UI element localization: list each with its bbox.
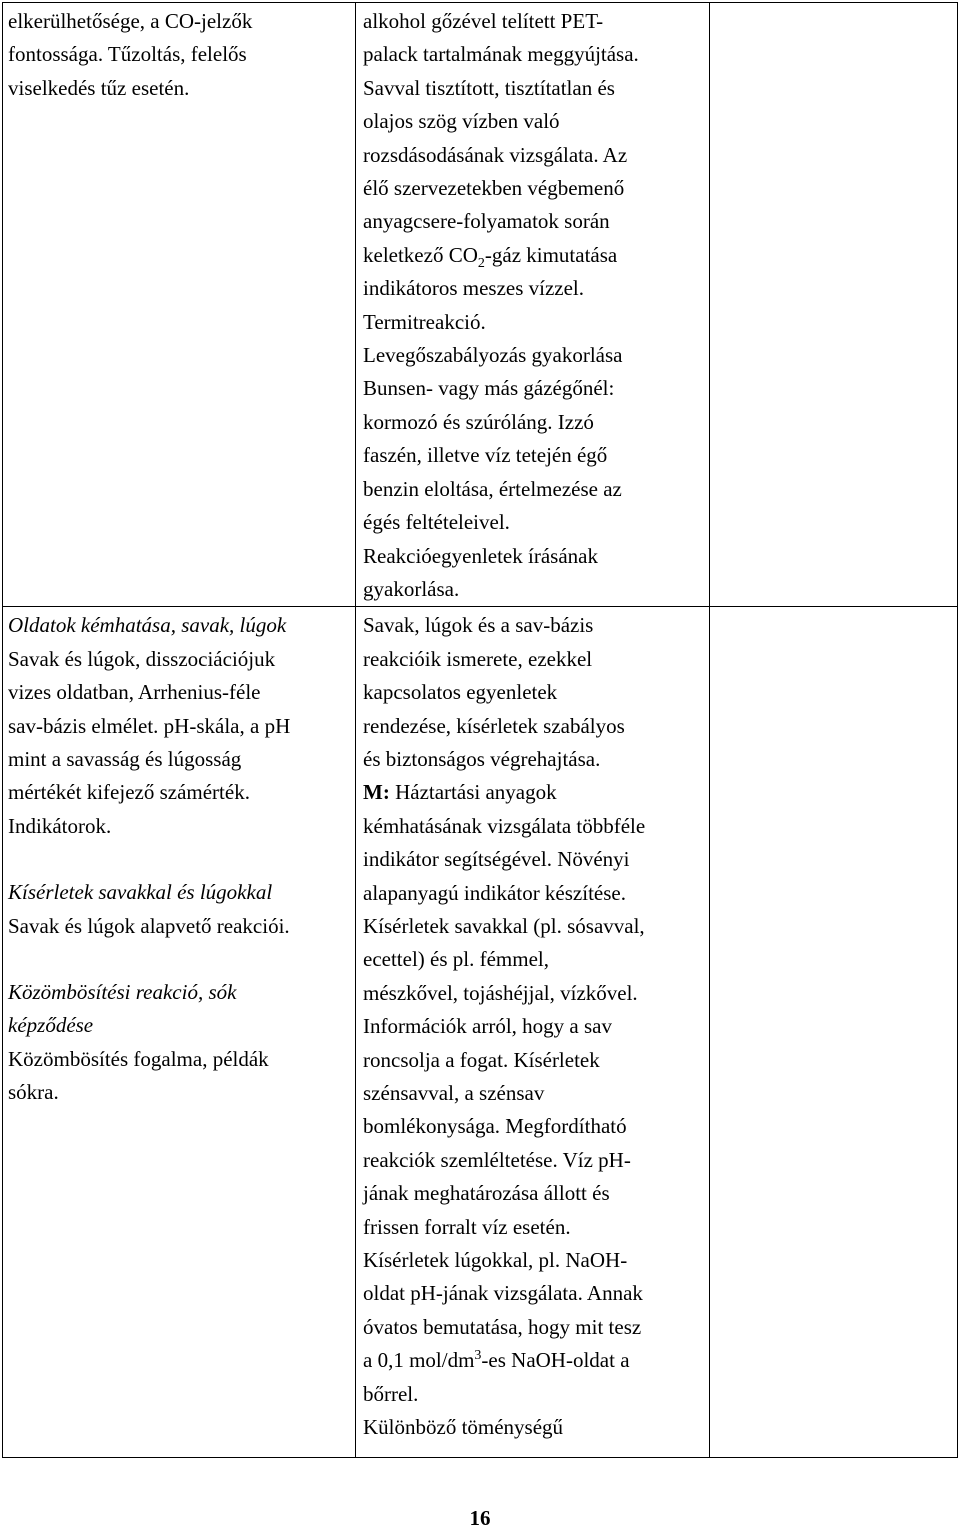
topic-cell (3, 3, 356, 607)
activities-cell (356, 607, 710, 1458)
empty-cell (710, 3, 958, 607)
page-number: 16 (469, 1506, 491, 1530)
section-heading: Oldatok kémhatása, savak, lúgok (8, 613, 287, 638)
topic-text: elkerülhetősége, a CO-jelzők fontossága. Tűzoltás, felelős viselkedés tűz esetén. (8, 9, 253, 100)
curriculum-table (2, 2, 958, 1458)
dm3-superscript: 3 (474, 1348, 482, 1364)
section-heading: Közömbösítési reakció, sók képződése (8, 979, 237, 1038)
empty-cell (710, 607, 958, 1458)
table-row (3, 607, 958, 1458)
topic-text: Savak és lúgok, disszociációjuk vizes oldatban, Arrhenius-féle sav-bázis elmélet. pH-skála, a pH mint a savasság és lúgosság mértékét kifejező számérték. Indikátorok. (8, 646, 291, 838)
activities-text: M: Háztartási anyagok kémhatásának vizsgálata többféle indikátor segítségével. Növényi alapanyagú indikátor készítése. Kísérletek savakkal (pl. sósavval, ecettel) és pl. fémmel, mészkővel, tojáshéjjal, vízkővel. Információk arról, hogy a sav roncsolja a fogat. Kísérletek szénsavval, a szénsav bomlékonysága. Megfordítható reakciók szemléltetése. Víz pH- jának meghatározása állott és frissen forralt víz esetén. Kísérletek lúgokkal, pl. NaOH- oldat pH-jának vizsgálata. Annak óvatos bemutatása, hogy mit tesz a 0,1 mol/$dm^3-es$ NaOH-oldat a bőrrel. Különböző töménységű (363, 780, 646, 1440)
activities-text: alkohol gőzével telített PET- palack tartalmának meggyújtása. Savval tisztított, tisztítatlan és olajos szög vízben való rozsdásodásának vizsgálata. Az élő szervezetekben végbemenő anyagcsere-folyamatok során keletkező $CO_2$-gáz kimutatása indikátoros meszes vízzel. Termitreakció. Levegőszabályozás gyakorlása Bunsen- vagy más gázégőnél: kormozó és szúróláng. Izzó faszén, illetve víz tetején égő benzin eloltása, értelmezése az égés feltételeivel. Reakcióegyenletek írásának gyakorlása. (363, 9, 639, 601)
co2-subscript: 2 (477, 256, 485, 272)
topic-cell (3, 607, 356, 1458)
activities-cell (356, 3, 710, 607)
topic-text: Savak és lúgok alapvető reakciói. (8, 913, 290, 938)
topic-text: Közömbösítés fogalma, példák sókra. (8, 1046, 269, 1105)
section-heading: Kísérletek savakkal és lúgokkal (8, 880, 273, 905)
activities-intro: Savak, lúgok és a sav-bázis reakcióik ismerete, ezekkel kapcsolatos egyenletek rendezése, kísérletek szabályos és biztonságos végrehajtása. (363, 613, 625, 771)
m-label: M: (363, 780, 390, 805)
table-row (3, 3, 958, 607)
